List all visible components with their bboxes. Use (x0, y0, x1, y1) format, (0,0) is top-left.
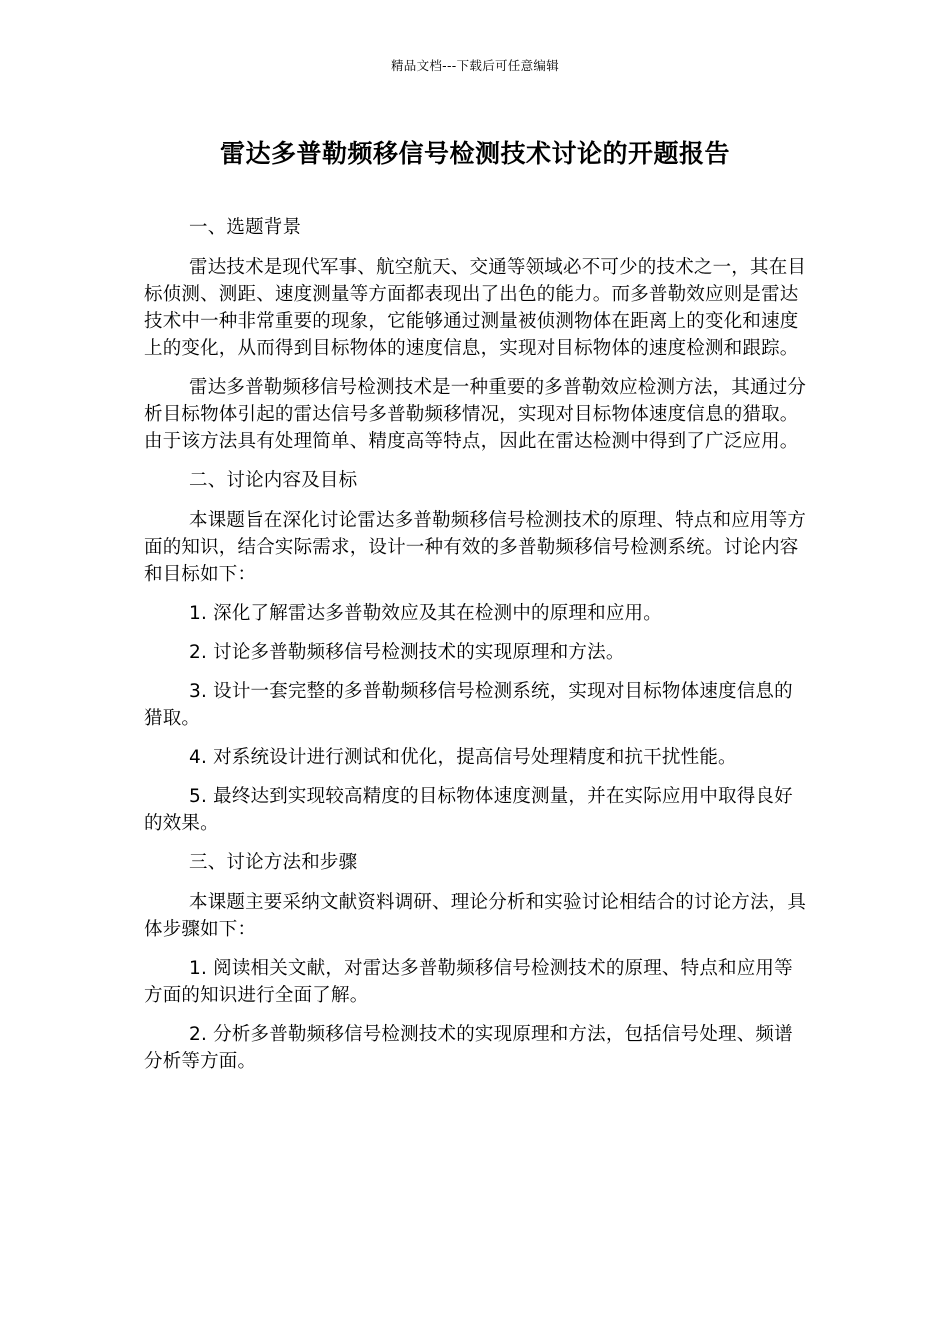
list-item-goal-2: 2. 讨论多普勒频移信号检测技术的实现原理和方法。 (189, 642, 625, 663)
paragraph-background-2: 雷达多普勒频移信号检测技术是一种重要的多普勒效应检测方法，其通过分析目标物体引起的雷达信号多普勒频移情况，实现对目标物体速度信息的猎取。由于该方法具有处理简单、精度高等特点，因此在雷达检测中得到了广泛应用。 (144, 377, 807, 452)
paragraph-methods-intro: 本课题主要采纳文献资料调研、理论分析和实验讨论相结合的讨论方法，具体步骤如下： (144, 892, 807, 940)
list-item-goal-3: 3. 设计一套完整的多普勒频移信号检测系统，实现对目标物体速度信息的猎取。 (144, 681, 793, 729)
document-body (144, 214, 808, 1087)
document-title: 雷达多普勒频移信号检测技术讨论的开题报告 (219, 139, 730, 168)
paragraph-background-1: 雷达技术是现代军事、航空航天、交通等领域必不可少的技术之一，其在目标侦测、测距、速度测量等方面都表现出了出色的能力。而多普勒效应则是雷达技术中一种非常重要的现象，它能够通过测量被侦测物体在距离上的变化和速度上的变化，从而得到目标物体的速度信息，实现对目标物体的速度检测和跟踪。 (144, 257, 807, 359)
list-item-goal-5: 5. 最终达到实现较高精度的目标物体速度测量，并在实际应用中取得良好的效果。 (144, 786, 793, 834)
list-item-goal-4: 4. 对系统设计进行测试和优化，提高信号处理精度和抗干扰性能。 (189, 747, 737, 768)
list-item-step-1: 1. 阅读相关文献，对雷达多普勒频移信号检测技术的原理、特点和应用等方面的知识进行全面了解。 (144, 958, 793, 1006)
paragraph-content-intro: 本课题旨在深化讨论雷达多普勒频移信号检测技术的原理、特点和应用等方面的知识，结合实际需求，设计一种有效的多普勒频移信号检测系统。讨论内容和目标如下： (144, 510, 807, 585)
section-heading-methods: 三、讨论方法和步骤 (189, 852, 358, 873)
page-header: 精品文档---下载后可任意编辑 (390, 58, 560, 73)
list-item-goal-1: 1. 深化了解雷达多普勒效应及其在检测中的原理和应用。 (189, 603, 662, 624)
list-item-step-2: 2. 分析多普勒频移信号检测技术的实现原理和方法，包括信号处理、频谱分析等方面。 (144, 1024, 793, 1072)
section-heading-background: 一、选题背景 (189, 217, 302, 238)
section-heading-content-goals: 二、讨论内容及目标 (189, 470, 358, 491)
